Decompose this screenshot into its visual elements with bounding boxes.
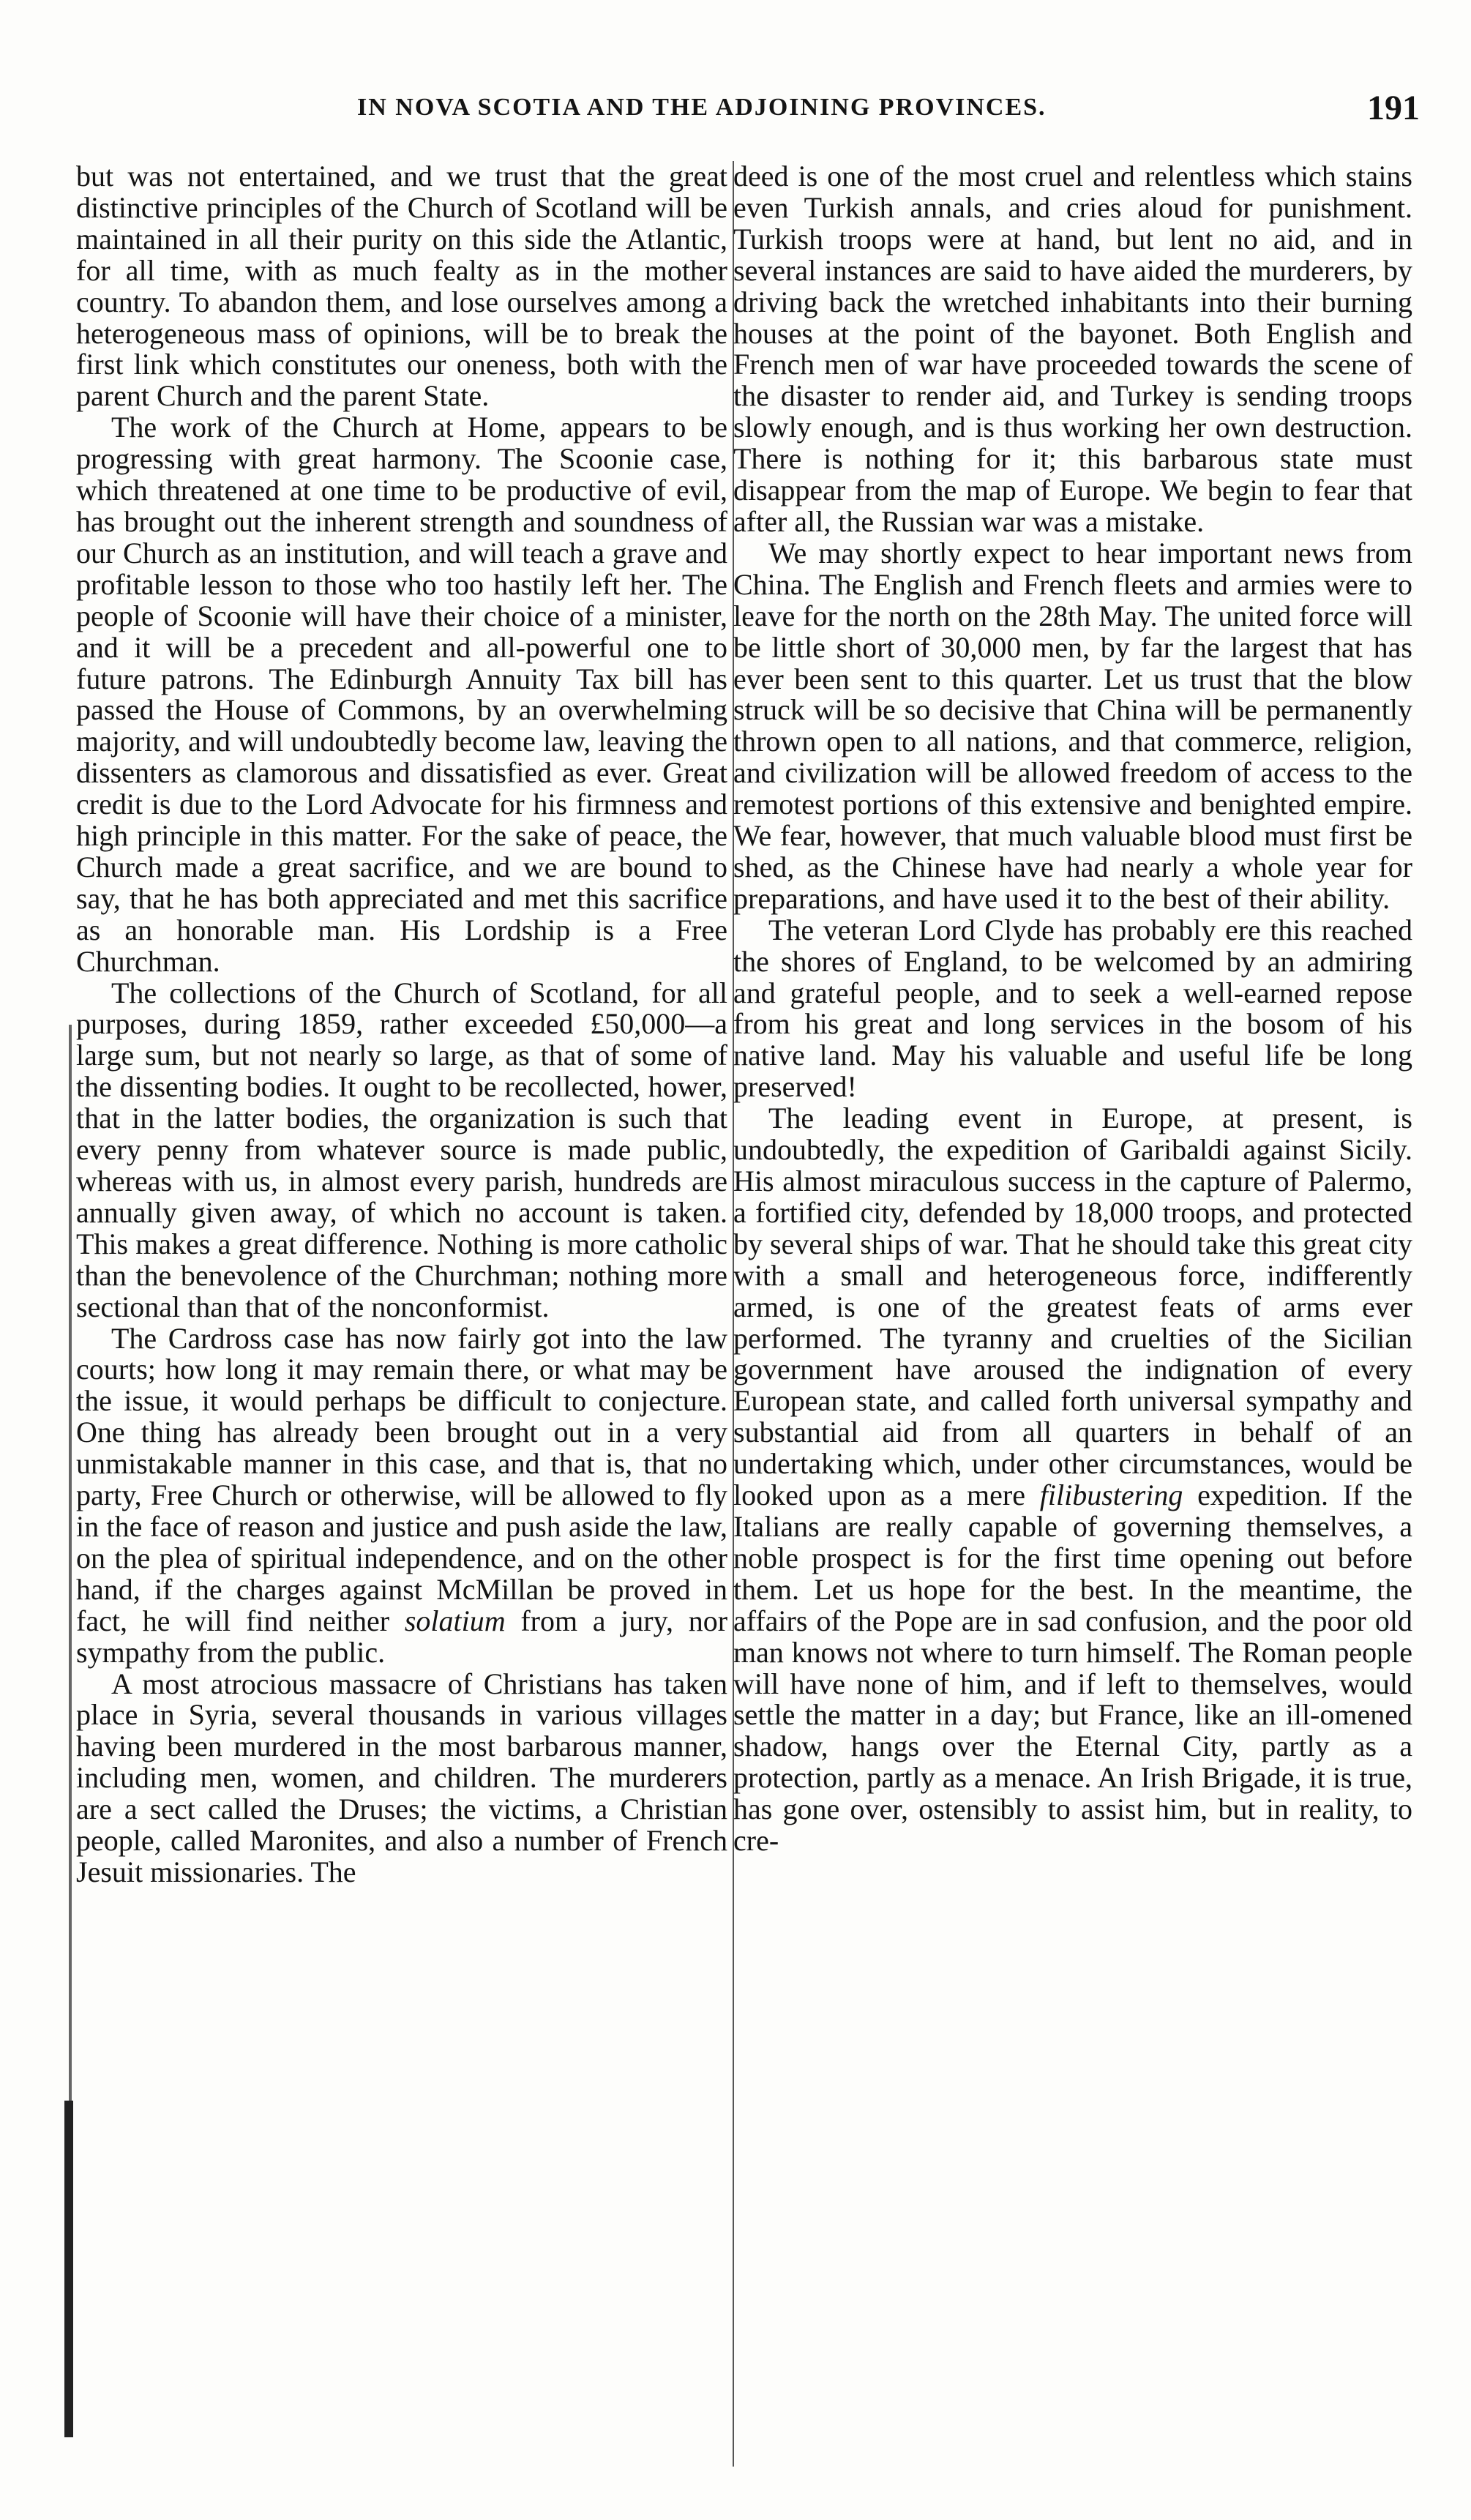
left-column [76, 161, 727, 1888]
garibaldi-text: The leading event in Europe, at present, is undoubtedly, the expedition of Garibaldi against Sicily. His almost miraculous success in the capture of Palermo, a fortified city, defended by 18,000 troops, and protected by several ships of war. That he should take this great city with a small and heterogeneous force, indifferently armed, is one of the greatest feats of arms ever performed. The tyranny and cruelties of the Sicilian government have aroused the indignation of every European state, and called forth universal sympathy and substantial aid from all quarters in behalf of an undertaking which, under other circumstances, would be looked upon as a mere [733, 1102, 1412, 1512]
italic-filibustering: filibustering [1039, 1478, 1183, 1512]
running-header [79, 89, 1420, 138]
paragraph-collections: The collections of the Church of Scotland, for all purposes, during 1859, rather exceeded £50,000—a large sum, but not nearly so large, as that of some of the dissenting bodies. It ought to be recollected, hower, that in the latter bodies, the organization is such that every penny from whatever source is made public, whereas with us, in almost every parish, hundreds are annually given away, of which no account is taken. This makes a great difference. Nothing is more catholic than the benevolence of the Churchman; nothing more sectional than that of the nonconformist. [76, 976, 727, 1323]
garibaldi-tail: expedition. If the Italians are really capable of governing themselves, a noble prospect is for the first time opening out before them. Let us hope for the best. In the meantime, the affairs of the Pope are in sad confusion, and the poor old man knows not where to turn himself. The Roman people will have none of him, and if left to themselves, would settle the matter in a day; but France, like an ill-omened shadow, hangs over the Eternal City, partly as a protection, partly as a menace. An Irish Brigade, it is true, has gone over, ostensibly to assist him, but in reality, to cre- [733, 1478, 1413, 1858]
paragraph-garibaldi [733, 1103, 1412, 1857]
paragraph-lord-clyde: The veteran Lord Clyde has probably ere this reached the shores of England, to be welcomed by an admiring and grateful people, and to seek a well-earned repose from his great and long services in the bosom of his native land. May his valuable and useful life be long preserved! [733, 913, 1412, 1104]
paragraph-church-at-home: The work of the Church at Home, appears to be progressing with great harmony. The Scoonie case, which threatened at one time to be productive of evil, has brought out the inherent strength and soundness of our Church as an institution, and will teach a grave and profitable lesson to those who too hastily left her. The people of Scoonie will have their choice of a minister, and it will be a precedent and all-powerful one to future patrons. The Edinburgh Annuity Tax bill has passed the House of Commons, by an overwhelming majority, and will undoubtedly become law, leaving the dissenters as clamorous and dissatisfied as ever. Great credit is due to the Lord Advocate for his firmness and high principle in this matter. For the sake of peace, the Church made a great sacrifice, and we are bound to say, that he has both appreciated and met this sacrifice as an honorable man. His Lordship is a Free Churchman. [76, 411, 727, 978]
page-number: 191 [1367, 89, 1420, 127]
paragraph-cardross-case [76, 1323, 727, 1669]
running-title: IN NOVA SCOTIA AND THE ADJOINING PROVINCES. [357, 94, 1047, 121]
italic-solatium: solatium [404, 1604, 506, 1637]
cardross-text: The Cardross case has now fairly got into the law courts; how long it may remain there, or what may be the issue, it would perhaps be difficult to conjecture. One thing has already been brought out in a very unmistakable manner in this case, and that is, that no party, Free Church or otherwise, will be allowed to fly in the face of reason and justice and push aside the law, on the plea of spiritual independence, and on the other hand, if the charges against McMillan be proved in fact, he will find neither [76, 1321, 727, 1637]
cardross-tail: from a jury, nor sympathy from the public. [76, 1604, 728, 1669]
paragraph-china-news: We may shortly expect to hear important news from China. The English and French fleets and armies were to leave for the north on the 28th May. The united force will be little short of 30,000 men, by far the largest that has ever been sent to this quarter. Let us trust that the blow struck will be so decisive that China will be permanently thrown open to all nations, and that commerce, religion, and civilization will be allowed freedom of access to the remotest portions of this extensive and benighted empire. We fear, however, that much valuable blood must first be shed, as the Chinese have had nearly a whole year for preparations, and have used it to the best of their ability. [733, 536, 1412, 915]
paragraph-syria-massacre: A most atrocious massacre of Christians has taken place in Syria, several thousands in various villages having been murdered in the most barbarous manner, including men, women, and children. The murderers are a sect called the Druses; the victims, a Christian people, called Maronites, and also a number of French Jesuit missionaries. The [76, 1667, 727, 1888]
paragraph-church-principles: but was not entertained, and we trust that the great distinctive principles of the Church of Scotland will be maintained in all their purity on this side the Atlantic, for all time, with as much fealty as in the mother country. To abandon them, and lose ourselves among a heterogeneous mass of opinions, will be to break the first link which constitutes our oneness, both with the parent Church and the parent State. [76, 160, 727, 413]
binding-shadow-edge [69, 1025, 72, 2101]
binding-shadow [64, 2101, 73, 2437]
paragraph-turkish-deed: deed is one of the most cruel and relentless which stains even Turkish annals, and cries aloud for punishment. Turkish troops were at hand, but lent no aid, and in several instances are said to have aided the murderers, by driving back the wretched inhabitants into their burning houses at the point of the bayonet. Both English and French men of war have proceeded towards the scene of the disaster to render aid, and Turkey is sending troops slowly enough, and is thus working her own destruction. There is nothing for it; this barbarous state must disappear from the map of Europe. We begin to fear that after all, the Russian war was a mistake. [733, 160, 1412, 538]
right-column [733, 161, 1412, 1857]
